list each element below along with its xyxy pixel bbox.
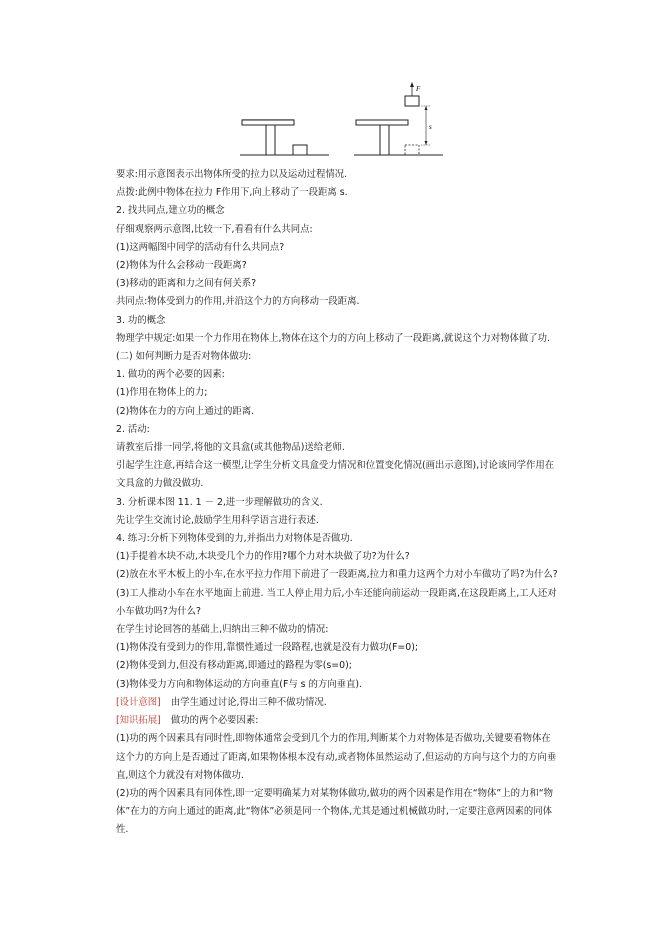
text-line: 仔细观察两示意图,比较一下,看看有什么共同点: <box>116 223 313 235</box>
text-line: 1. 做功的两个必要的因素: <box>116 369 225 381</box>
knowledge-extension-line <box>116 712 560 730</box>
text-line: (1)这两幅图中同学的活动有什么共同点? <box>116 241 285 253</box>
text-line: 2. 活动: <box>116 423 150 435</box>
text-line: 要求:用示意图表示出物体所受的拉力以及运动过程情况. <box>116 169 348 180</box>
text-line: (1)作用在物体上的力; <box>116 387 208 399</box>
text-line: (3)工人推动小车在水平地面上前进. 当工人停止用力后,小车还能向前运动一段距离,在这段距离上,工人还对小车做功吗?为什么? <box>116 587 557 617</box>
text-line: (1)手提着木块不动,木块受几个力的作用?哪个力对木块做了功?为什么? <box>116 551 410 563</box>
document-body <box>116 166 560 840</box>
lifted-block <box>405 96 419 106</box>
design-intent-tag: [设计意图] <box>116 696 161 708</box>
text-line: (二) 如何判断力是否对物体做功: <box>116 351 252 363</box>
text-line: 共同点:物体受到力的作用,并沿这个力的方向移动一段距离. <box>116 296 360 308</box>
text-line: (1)物体没有受到力的作用,靠惯性通过一段路程,也就是没有力做功(F=0); <box>116 642 419 654</box>
text-line: 物理学中规定:如果一个力作用在物体上,物体在这个力的方向上移动了一段距离,就说这个力对物体做了功. <box>116 332 550 344</box>
knowledge-extension-tag: [知识拓展] <box>116 715 161 727</box>
text-line: (2)物体在力的方向上通过的距离. <box>116 405 255 417</box>
force-label: F <box>416 85 421 93</box>
text-line: 3. 分析课本图 11. 1 － 2,进一步理解做功的含义. <box>116 496 323 508</box>
text-line: 引起学生注意,再结合这一模型,让学生分析文具盒受力情况和位置变化情况(画出示意图),讨论该同学作用在文具盒的力做没做功. <box>116 460 555 490</box>
block <box>293 145 307 155</box>
text-line: (2)功的两个因素具有同体性,即一定要明确某力对某物体做功,做功的两个因素是作用在“物体”上的力和“物体”在力的方向上通过的距离,此“物体”必须是同一个物体,尤其是通过机械做功时,一定要注意两因素的同体性. <box>116 787 553 836</box>
text-line: (2)物体为什么会移动一段距离? <box>116 260 247 272</box>
distance-label: s <box>429 123 432 131</box>
text-line: 4. 练习:分析下列物体受到的力,并指出力对物体是否做功. <box>116 533 353 545</box>
initial-block-outline <box>405 145 419 155</box>
left-scene <box>240 120 329 155</box>
text-line: 3. 功的概念 <box>116 314 166 326</box>
text-line: 请教室后排一同学,将他的文具盒(或其他物品)送给老师. <box>116 442 345 454</box>
text-line: 2. 找共同点,建立功的概念 <box>116 205 225 217</box>
knowledge-extension-text: 做功的两个必要因素: <box>170 715 259 727</box>
text-line: 点拨:此例中物体在拉力 F作用下,向上移动了一段距离 s. <box>116 187 348 199</box>
design-intent-text: 由学生通过讨论,得出三种不做功情况. <box>170 696 327 708</box>
text-line: (3)移动的距离和力之间有何关系? <box>116 278 257 290</box>
text-line: 先让学生交流讨论,鼓励学生用科学语言进行表述. <box>116 514 319 526</box>
right-scene <box>354 82 443 155</box>
text-line: (2)放在水平木板上的小车,在水平拉力作用下前进了一段距离,拉力和重力这两个力对小车做功了吗?为什么? <box>116 569 558 581</box>
text-line: (1)功的两个因素具有同时性,即物体通常会受到几个力的作用,判断某个力对物体是否做功,关键要看物体在这个力的方向上是否通过了距离,如果物体根本没有动,或者物体虽然运动了,但运动的方向与这个力的方向垂直,则这个力就没有对物体做功. <box>116 733 557 781</box>
text-line: (3)物体受力方向和物体运动的方向垂直(F与 s 的方向垂直). <box>116 678 363 690</box>
text-line: (2)物体受到力,但没有移动距离,即通过的路程为零(s=0); <box>116 660 352 672</box>
design-intent-line <box>116 694 560 712</box>
text-line: 在学生讨论回答的基础上,归纳出三种不做功的情况: <box>116 624 329 636</box>
force-diagram <box>236 82 446 160</box>
